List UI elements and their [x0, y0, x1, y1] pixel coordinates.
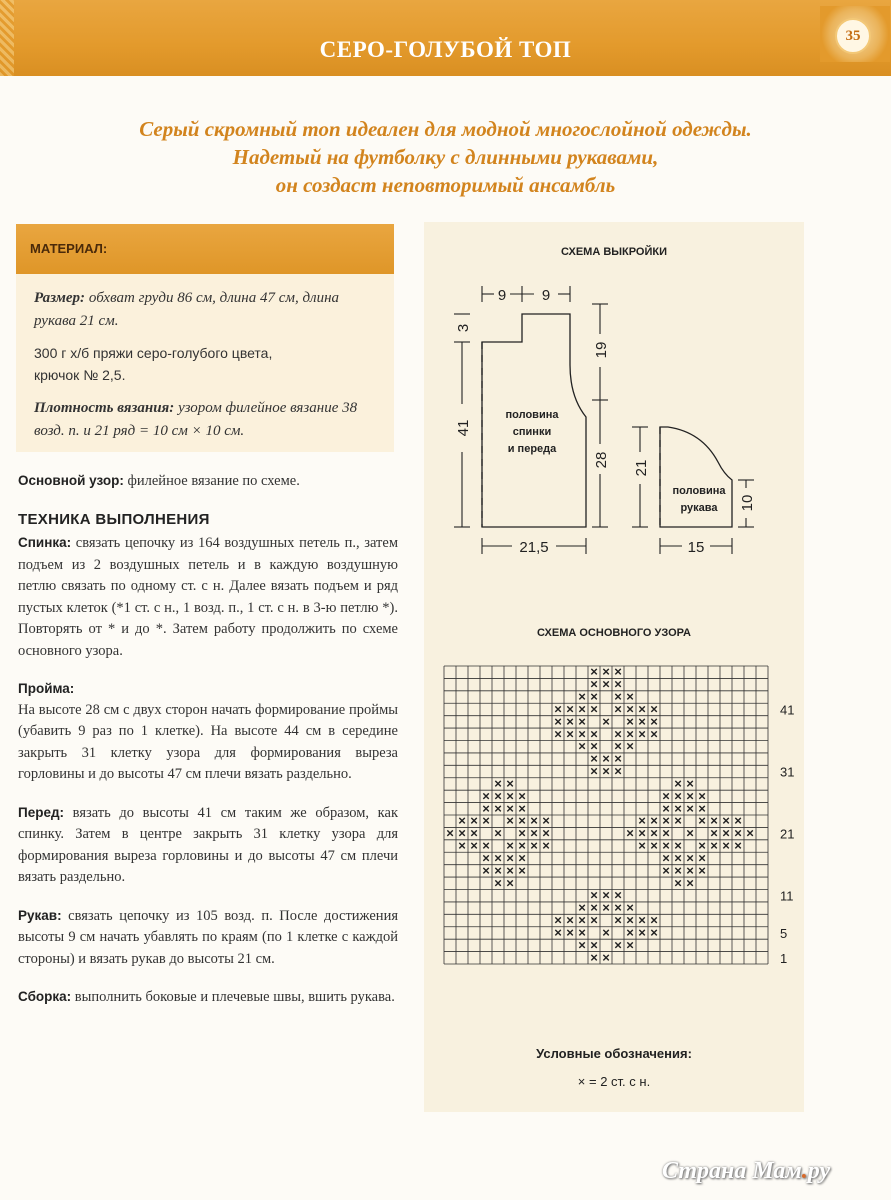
cross-mark: ×: [638, 924, 646, 940]
schematic-title: СХЕМА ВЫКРОЙКИ: [560, 246, 668, 258]
front-text: вязать до высоты 41 см таким же образом, как спинку. Затем в центре закрыть 31 клетку узора для формирования выреза горловины и до высоты 47 см плечи вязать раздельно.: [18, 804, 398, 885]
back-paragraph: [18, 532, 398, 662]
row-label: 11: [780, 888, 794, 904]
cross-mark: ×: [674, 813, 682, 829]
dim-shoulder-b: 9: [541, 287, 551, 304]
cross-mark: ×: [602, 713, 610, 729]
cross-mark: ×: [626, 713, 634, 729]
cross-mark: ×: [590, 937, 598, 953]
cross-mark: ×: [590, 751, 598, 767]
cross-mark: ×: [554, 726, 562, 742]
back-label: Спинка:: [18, 535, 72, 550]
cross-mark: ×: [626, 825, 634, 841]
cross-mark: ×: [602, 900, 610, 916]
diagram-svg: [424, 222, 804, 1112]
cross-mark: ×: [686, 862, 694, 878]
cross-mark: ×: [590, 949, 598, 965]
cross-mark: ×: [578, 701, 586, 717]
cross-mark: ×: [494, 788, 502, 804]
cross-mark: ×: [494, 850, 502, 866]
cross-mark: ×: [638, 701, 646, 717]
intro-line: Надетый на футболку с длинными рукавами,: [232, 145, 659, 169]
header-banner: [0, 0, 891, 76]
cross-mark: ×: [470, 813, 478, 829]
cross-mark: ×: [590, 900, 598, 916]
cross-mark: ×: [698, 838, 706, 854]
cross-mark: ×: [482, 862, 490, 878]
cross-mark: ×: [482, 788, 490, 804]
back-text: связать цепочку из 164 воздушных петель п., затем подъем из 2 воздушных петель и в каждую воздушную петлю связать по одному ст. с н. Далее вязать подъем и ряд пустых клеток (*1 ст. с н., 1 возд. п., 1 ст. с н. в 3-ю петлю *). Повторять от * и до *. Затем работу продолжить по схеме основного узора.: [18, 535, 398, 659]
cross-mark: ×: [494, 800, 502, 816]
sleeve-label: Рукав:: [18, 907, 62, 923]
cross-mark: ×: [614, 726, 622, 742]
cross-mark: ×: [686, 775, 694, 791]
cross-mark: ×: [602, 949, 610, 965]
yarn-line: крючок № 2,5.: [34, 367, 126, 383]
cross-mark: ×: [578, 937, 586, 953]
cross-mark: ×: [662, 825, 670, 841]
cross-mark: ×: [674, 862, 682, 878]
cross-mark: ×: [578, 924, 586, 940]
page-title: СЕРО-ГОЛУБОЙ ТОП: [319, 37, 572, 62]
chart-title: СХЕМА ОСНОВНОГО УЗОРА: [537, 627, 691, 639]
watermark-suffix: ру: [807, 1158, 831, 1184]
main-pattern-text: филейное вязание по схеме.: [127, 473, 300, 489]
cross-mark: ×: [698, 788, 706, 804]
cross-mark: ×: [710, 838, 718, 854]
cross-mark: ×: [710, 813, 718, 829]
cross-mark: ×: [470, 825, 478, 841]
cross-mark: ×: [614, 738, 622, 754]
dim-sleeve-height: 21: [633, 459, 650, 477]
cross-mark: ×: [662, 862, 670, 878]
cross-mark: ×: [578, 713, 586, 729]
cross-mark: ×: [506, 862, 514, 878]
cross-mark: ×: [674, 775, 682, 791]
cross-mark: ×: [614, 912, 622, 928]
cross-mark: ×: [662, 788, 670, 804]
cross-mark: ×: [506, 788, 514, 804]
cross-mark: ×: [626, 689, 634, 705]
cross-mark: ×: [506, 838, 514, 854]
cross-mark: ×: [506, 875, 514, 891]
cross-mark: ×: [446, 825, 454, 841]
cross-mark: ×: [590, 726, 598, 742]
cross-mark: ×: [578, 689, 586, 705]
cross-mark: ×: [590, 763, 598, 779]
body-piece-label-line: половина: [505, 409, 559, 421]
cross-mark: ×: [674, 875, 682, 891]
page-number: 35: [835, 18, 871, 54]
cross-mark: ×: [614, 900, 622, 916]
technique-heading: ТЕХНИКА ВЫПОЛНЕНИЯ: [18, 510, 210, 528]
instructions-column: [18, 470, 398, 1025]
cross-mark: ×: [602, 763, 610, 779]
cross-mark: ×: [506, 850, 514, 866]
cross-mark: ×: [722, 838, 730, 854]
cross-mark: ×: [698, 850, 706, 866]
cross-mark: ×: [566, 713, 574, 729]
main-pattern-label: Основной узор:: [18, 473, 124, 488]
cross-mark: ×: [458, 838, 466, 854]
sleeve-piece-label-line: половина: [672, 485, 726, 497]
front-label: Перед:: [18, 804, 65, 820]
watermark-dot: .: [801, 1158, 808, 1184]
row-label: 21: [780, 826, 795, 842]
dim-neck-drop: 3: [455, 323, 472, 333]
cross-mark: ×: [674, 850, 682, 866]
cross-mark: ×: [554, 924, 562, 940]
armhole-side-dimension: [592, 304, 608, 527]
dim-sleeve-cuff: 10: [739, 494, 756, 512]
cross-mark: ×: [518, 850, 526, 866]
body-piece-label-line: и переда: [507, 443, 557, 455]
pattern-chart-row-labels: [780, 702, 794, 965]
cross-mark: ×: [578, 738, 586, 754]
cross-mark: ×: [602, 887, 610, 903]
cross-mark: ×: [614, 887, 622, 903]
cross-mark: ×: [650, 813, 658, 829]
cross-mark: ×: [614, 664, 622, 680]
cross-mark: ×: [566, 701, 574, 717]
cross-mark: ×: [590, 689, 598, 705]
sleeve-paragraph: [18, 905, 398, 971]
cross-mark: ×: [650, 726, 658, 742]
cross-mark: ×: [614, 763, 622, 779]
cross-mark: ×: [650, 713, 658, 729]
cross-mark: ×: [506, 813, 514, 829]
cross-mark: ×: [626, 924, 634, 940]
cross-mark: ×: [614, 701, 622, 717]
cross-mark: ×: [650, 912, 658, 928]
cross-mark: ×: [638, 838, 646, 854]
cross-mark: ×: [686, 850, 694, 866]
armhole-label: Пройма:: [18, 681, 75, 696]
cross-mark: ×: [542, 838, 550, 854]
cross-mark: ×: [698, 813, 706, 829]
cross-mark: ×: [482, 838, 490, 854]
intro-line: он создаст неповторимый ансамбль: [275, 173, 616, 197]
watermark: [662, 1158, 830, 1185]
cross-mark: ×: [482, 800, 490, 816]
size-text: обхват груди 86 см, длина 47 см, длина рукава 21 см.: [34, 290, 340, 329]
shoulder-dimension: [482, 286, 570, 302]
assembly-label: Сборка:: [18, 989, 72, 1004]
cross-mark: ×: [590, 912, 598, 928]
cross-mark: ×: [554, 701, 562, 717]
cross-mark: ×: [566, 726, 574, 742]
cross-mark: ×: [674, 838, 682, 854]
front-paragraph: [18, 802, 398, 889]
dim-total-length: 41: [455, 419, 472, 437]
cross-mark: ×: [518, 838, 526, 854]
cross-mark: ×: [494, 775, 502, 791]
cross-mark: ×: [638, 713, 646, 729]
row-label: 41: [780, 702, 795, 718]
cross-mark: ×: [686, 788, 694, 804]
density-text: узором филейное вязание 38 возд. п. и 21 ряд = 10 см × 10 см.: [34, 400, 358, 439]
cross-mark: ×: [638, 726, 646, 742]
cross-mark: ×: [482, 850, 490, 866]
cross-mark: ×: [566, 924, 574, 940]
cross-mark: ×: [494, 825, 502, 841]
cross-mark: ×: [686, 875, 694, 891]
cross-mark: ×: [674, 800, 682, 816]
diagram-panel: [424, 222, 804, 1112]
dim-shoulder-a: 9: [497, 287, 507, 304]
cross-mark: ×: [698, 800, 706, 816]
cross-mark: ×: [518, 862, 526, 878]
cross-mark: ×: [722, 825, 730, 841]
cross-mark: ×: [638, 912, 646, 928]
cross-mark: ×: [590, 887, 598, 903]
cross-mark: ×: [566, 912, 574, 928]
cross-mark: ×: [590, 738, 598, 754]
cross-mark: ×: [578, 912, 586, 928]
density-label: Плотность вязания:: [34, 400, 175, 416]
cross-mark: ×: [602, 924, 610, 940]
assembly-paragraph: [18, 986, 398, 1009]
cross-mark: ×: [638, 813, 646, 829]
cross-mark: ×: [626, 738, 634, 754]
cross-mark: ×: [578, 900, 586, 916]
cross-mark: ×: [494, 875, 502, 891]
cross-mark: ×: [626, 900, 634, 916]
cross-mark: ×: [554, 912, 562, 928]
cross-mark: ×: [614, 689, 622, 705]
main-pattern-paragraph: [18, 470, 398, 493]
cross-mark: ×: [614, 937, 622, 953]
armhole-paragraph: [18, 678, 398, 786]
cross-mark: ×: [626, 937, 634, 953]
cross-mark: ×: [686, 800, 694, 816]
size-label: Размер:: [34, 290, 85, 306]
armhole-text: На высоте 28 см с двух сторон начать формирование проймы (убавить 9 раз по 1 клетке). На высоте 44 см в середине закрыть 31 клетку узора для формирования выреза горловины и до высоты 47 см плечи вязать раздельно.: [18, 701, 398, 782]
cross-mark: ×: [710, 825, 718, 841]
cross-mark: ×: [518, 788, 526, 804]
cross-mark: ×: [554, 713, 562, 729]
sleeve-piece-label-line: рукава: [680, 502, 718, 514]
material-heading: МАТЕРИАЛ:: [16, 224, 394, 274]
cross-mark: ×: [626, 701, 634, 717]
cross-mark: ×: [734, 813, 742, 829]
cross-mark: ×: [530, 813, 538, 829]
intro-text: [0, 115, 891, 199]
cross-mark: ×: [614, 751, 622, 767]
cross-mark: ×: [506, 800, 514, 816]
cross-mark: ×: [530, 825, 538, 841]
sleeve-text: связать цепочку из 105 возд. п. После достижения высоты 9 см начать убавлять по краям (по 1 клетке с каждой стороны) и вязать рукав до высоты 21 см.: [18, 907, 398, 967]
cross-mark: ×: [590, 701, 598, 717]
cross-mark: ×: [722, 813, 730, 829]
cross-mark: ×: [734, 838, 742, 854]
cross-mark: ×: [542, 825, 550, 841]
cross-mark: ×: [638, 825, 646, 841]
row-label: 1: [780, 950, 788, 966]
cross-mark: ×: [542, 813, 550, 829]
cross-mark: ×: [590, 664, 598, 680]
cross-mark: ×: [530, 838, 538, 854]
watermark-text: Страна Мам: [662, 1158, 802, 1184]
legend-title: Условные обозначения:: [536, 1046, 692, 1061]
cross-mark: ×: [698, 862, 706, 878]
body-piece-label-line: спинки: [512, 426, 552, 438]
cross-mark: ×: [518, 825, 526, 841]
cross-mark: ×: [734, 825, 742, 841]
cross-mark: ×: [614, 676, 622, 692]
cross-mark: ×: [650, 825, 658, 841]
row-label: 5: [780, 925, 788, 941]
dim-side: 28: [593, 451, 610, 469]
cross-mark: ×: [470, 838, 478, 854]
cross-mark: ×: [626, 726, 634, 742]
yarn-paragraph: [34, 342, 376, 386]
cross-mark: ×: [518, 813, 526, 829]
cross-mark: ×: [602, 751, 610, 767]
assembly-text: выполнить боковые и плечевые швы, вшить рукава.: [74, 989, 395, 1005]
pattern-chart-grid: [444, 666, 768, 964]
cross-mark: ×: [506, 775, 514, 791]
size-paragraph: [34, 286, 376, 332]
cross-mark: ×: [518, 800, 526, 816]
yarn-line: 300 г х/б пряжи серо-голубого цвета,: [34, 345, 273, 361]
cross-mark: ×: [482, 813, 490, 829]
cross-mark: ×: [662, 850, 670, 866]
material-box: [16, 224, 394, 452]
row-label: 31: [780, 764, 795, 780]
cross-mark: ×: [602, 664, 610, 680]
cross-mark: ×: [650, 924, 658, 940]
dim-armhole: 19: [593, 341, 610, 359]
intro-line: Серый скромный топ идеален для модной многослойной одежды.: [139, 117, 752, 141]
dim-half-width: 21,5: [519, 539, 549, 556]
cross-mark: ×: [626, 912, 634, 928]
cross-mark: ×: [578, 726, 586, 742]
cross-mark: ×: [674, 788, 682, 804]
dim-sleeve-width: 15: [687, 539, 705, 556]
cross-mark: ×: [590, 676, 598, 692]
cross-mark: ×: [650, 701, 658, 717]
cross-mark: ×: [662, 838, 670, 854]
cross-mark: ×: [686, 825, 694, 841]
cross-mark: ×: [662, 800, 670, 816]
cross-mark: ×: [662, 813, 670, 829]
cross-mark: ×: [650, 838, 658, 854]
cross-mark: ×: [494, 862, 502, 878]
cross-mark: ×: [602, 676, 610, 692]
legend-item: × = 2 ст. с н.: [577, 1074, 651, 1089]
cross-mark: ×: [458, 813, 466, 829]
cross-mark: ×: [458, 825, 466, 841]
density-paragraph: [34, 396, 376, 442]
cross-mark: ×: [746, 825, 754, 841]
